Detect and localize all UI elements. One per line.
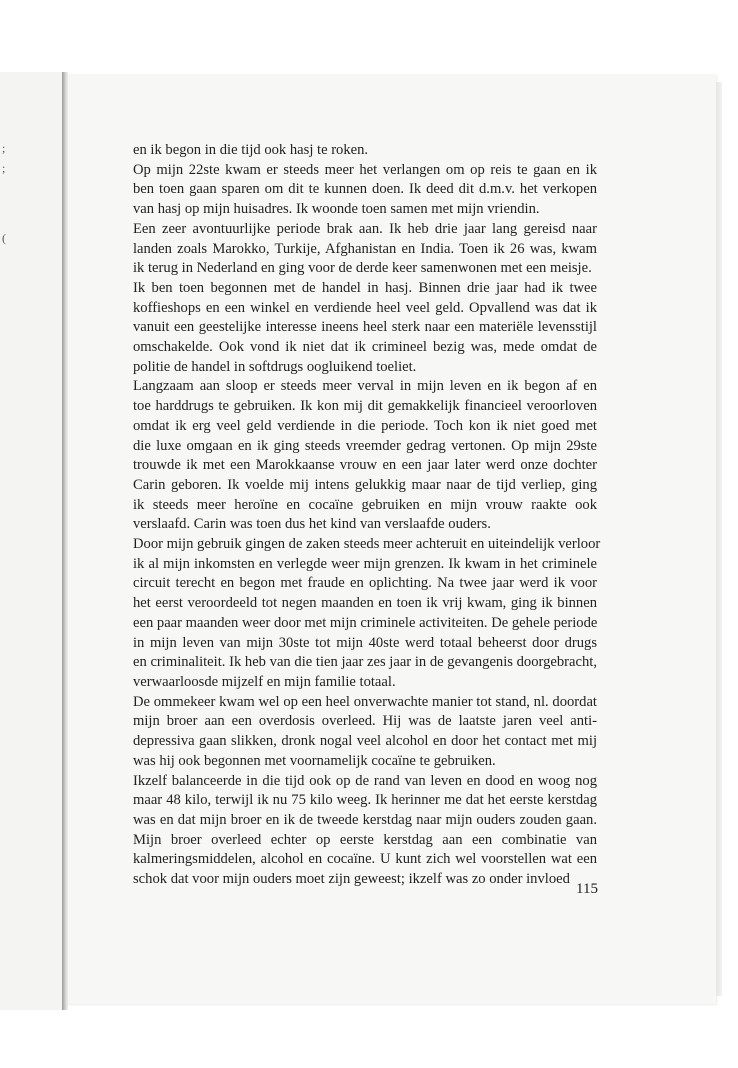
text-line: Ikzelf balanceerde in die tijd ook op de rand van leven en dood en woog nog [133, 772, 597, 789]
margin-mark: ( [2, 231, 6, 245]
text-line: vanuit een geestelijke interesse ineens heel sterk naar een materiële levensstijl [133, 319, 597, 336]
facing-page-edge [0, 72, 64, 1010]
text-line: politie de handel in softdrugs oogluikend toeliet. [133, 358, 417, 375]
body-text [133, 141, 601, 890]
text-line: ik al mijn inkomsten en verlegde weer mijn grenzen. Ik kwam in het criminele [133, 555, 597, 572]
text-line: maar 48 kilo, terwijl ik nu 75 kilo weeg. Ik herinner me dat het eerste kerstdag [133, 792, 597, 809]
left-margin-marks [0, 72, 12, 1010]
text-line: het eerst veroordeeld tot negen maanden en toen ik vrij kwam, ging ik binnen [133, 595, 597, 612]
text-line: omdat ik erg veel geld verdiende in die periode. Toch kon ik niet goed met [133, 417, 597, 434]
margin-mark: ; [2, 161, 6, 175]
text-line: koffieshops en een winkel en verdiende heel veel geld. Opvallend was dat ik [133, 299, 597, 316]
text-line: was hij ook begonnen met voornamelijk cocaïne te gebruiken. [133, 752, 496, 769]
text-line: kalmeringsmiddelen, alcohol en cocaïne. U kunt zich wel voorstellen wat een [133, 851, 597, 868]
text-line: Een zeer avontuurlijke periode brak aan. Ik heb drie jaar lang gereisd naar [133, 220, 597, 237]
text-line: Op mijn 22ste kwam er steeds meer het verlangen om op reis te gaan en ik [133, 161, 597, 178]
page-fore-edge [716, 82, 722, 996]
text-line: en ik begon in die tijd ook hasj te roken. [133, 142, 369, 158]
text-line: trouwde ik met een Marokkaanse vrouw en een jaar later werd onze dochter [133, 457, 597, 474]
text-line: in mijn leven van mijn 30ste tot mijn 40ste werd totaal beheerst door drugs [133, 634, 597, 651]
text-line: Carin geboren. Ik voelde mij intens gelukkig maar naar de tijd verliep, ging [133, 476, 597, 493]
text-line: De ommekeer kwam wel op een heel onverwachte manier tot stand, nl. doordat [133, 693, 597, 710]
text-line: omschakelde. Ook vond ik niet dat ik crimineel bezig was, mede omdat de [133, 339, 597, 356]
text-line: Ik ben toen begonnen met de handel in hasj. Binnen drie jaar had ik twee [133, 279, 597, 296]
text-line: toe harddrugs te gebruiken. Ik kon mij dit gemakkelijk financieel veroorloven [133, 398, 597, 415]
text-line: een paar maanden weer door met mijn criminele activiteiten. De gehele periode [133, 614, 598, 631]
text-line: verslaafd. Carin was toen dus het kind van verslaafde ouders. [133, 516, 491, 533]
text-line: circuit terecht en begon met fraude en oplichting. Na twee jaar werd ik voor [133, 575, 597, 592]
text-line: die luxe omgaan en ik ging steeds vreemder gedrag vertonen. Op mijn 29ste [133, 437, 597, 454]
page-number: 115 [576, 881, 598, 897]
text-line: ik terug in Nederland en ging voor de derde keer samenwonen met een meisje. [133, 260, 592, 277]
text-line: verwaarloosde mijzelf en mijn familie totaal. [133, 673, 396, 690]
text-line: mijn broer aan een overdosis overleed. Hij was de laatste jaren veel anti- [133, 713, 597, 730]
text-line: Door mijn gebruik gingen de zaken steeds meer achteruit en uiteindelijk verloor [133, 536, 601, 553]
text-line: depressiva gaan slikken, dronk nogal veel alcohol en door het contact met mij [133, 733, 597, 750]
text-line: Langzaam aan sloop er steeds meer verval in mijn leven en ik begon af en [133, 378, 597, 395]
text-line: Mijn broer overleed echter op eerste kerstdag aan een combinatie van [133, 831, 597, 848]
text-line: ik steeds meer heroïne en cocaïne gebruiken en mijn vrouw raakte ook [133, 496, 597, 513]
margin-mark: ; [2, 141, 6, 155]
text-line: schok dat voor mijn ouders moet zijn geweest; ikzelf was zo onder invloed [133, 871, 570, 888]
text-line: landen zoals Marokko, Turkije, Afghanistan en India. Toen ik 26 was, kwam [133, 240, 597, 257]
text-line: en criminaliteit. Ik heb van die tien jaar zes jaar in de gevangenis doorgebracht, [133, 654, 597, 671]
text-line: was en dat mijn broer en ik de tweede kerstdag naar mijn ouders zouden gaan. [133, 811, 597, 828]
text-line: ben toen gaan sparen om dit te kunnen doen. Ik deed dit d.m.v. het verkopen [133, 181, 597, 198]
text-line: van hasj op mijn huisadres. Ik woonde toen samen met mijn vriendin. [133, 201, 540, 218]
